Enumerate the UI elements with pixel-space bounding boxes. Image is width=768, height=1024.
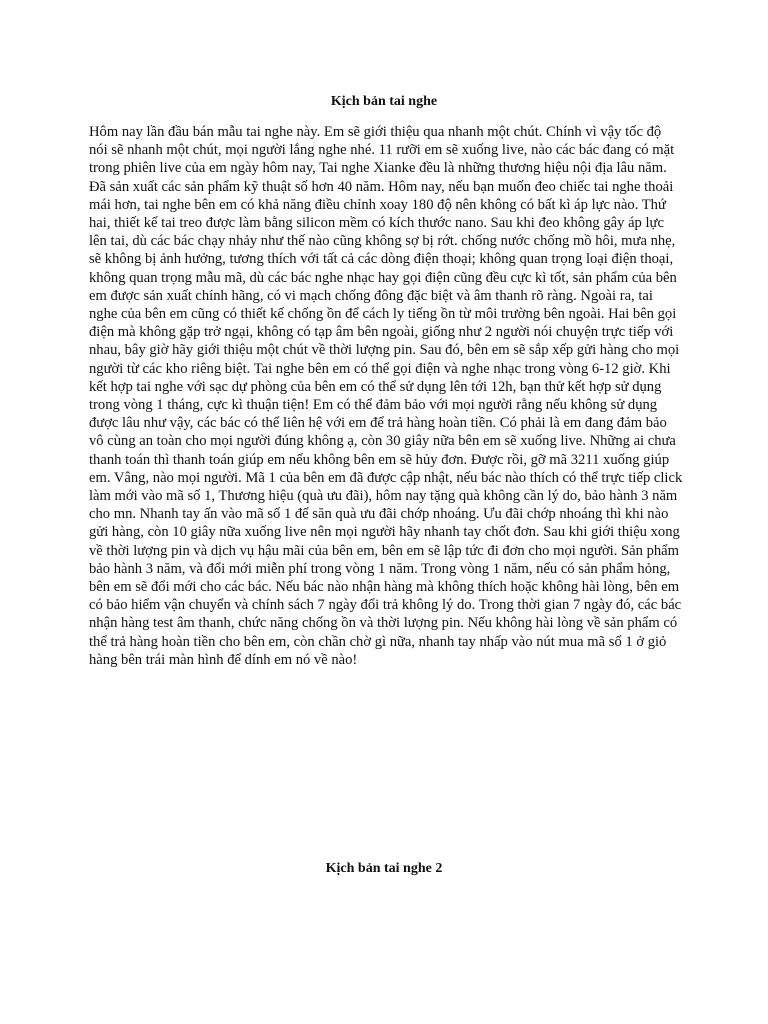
script-title-2: Kịch bản tai nghe 2 xyxy=(325,861,443,876)
script-body-1: Hôm nay lần đầu bán mẫu tai nghe này. Em sẽ giới thiệu qua nhanh một chút. Chính vì vậy tốc độ nói sẽ nhanh một chút, mọi người lắng nghe nhé. 11 rưỡi em sẽ xuống live, nào các bác đang có mặt trong phiên live của em ngày hôm nay, Tai nghe Xianke đều là những thương hiệu nội địa lâu năm. Đã sản xuất các sản phẩm kỹ thuật số hơn 40 năm. Hôm nay, nếu bạn muốn đeo chiếc tai nghe thoải mái hơn, tai nghe bên em có khả năng điều chỉnh xoay 180 độ nên không có bất kì áp lực nào. Thứ hai, thiết kế tai treo được làm bằng silicon mềm có kích thước nano. Sau khi đeo không gây áp lực lên tai, dù các bác chạy nhảy như thế nào cũng không sợ bị rớt. chống nước chống mồ hôi, mưa nhẹ, sẽ không bị ảnh hưởng, tương thích với tất cả các dòng điện thoại; không quan trọng loại điện thoại, không quan trọng mẫu mã, dù các bác nghe nhạc hay gọi điện cũng đều cực kì tốt, sản phẩm của bên em được sản xuất chính hãng, có vi mạch chống đông đặc biệt và âm thanh rõ ràng. Ngoài ra, tai nghe của bên em cũng có thiết kế chống ồn để cách ly tiếng ồn từ môi trường bên ngoài. Hai bên gọi điện mà không gặp trở ngại, không có tạp âm bên ngoài, giống như 2 người nói chuyện trực tiếp với nhau, bây giờ hãy giới thiệu một chút về thời lượng pin. Sau đó, bên em sẽ sắp xếp gửi hàng cho mọi người từ các kho riêng biệt. Tai nghe bên em có thể gọi điện và nghe nhạc trong vòng 6-12 giờ. Khi kết hợp tai nghe với sạc dự phòng của bên em có thể sử dụng lên tới 12h, bạn thử kết hợp sử dụng trong vòng 1 tháng, cực kì thuận tiện! Em có thể đảm bảo với mọi người rằng nếu không sử dụng được lâu như vậy, các bác có thể liên hệ với em để trả hàng hoàn tiền. Có phải là em đang đảm bảo vô cùng an toàn cho mọi người đúng không ạ, còn 30 giây nữa bên em sẽ xuống live. Những ai chưa thanh toán thì thanh toán giúp em nếu không bên em sẽ hủy đơn. Được rồi, gỡ mã 3211 xuống giúp em. Vâng, nào mọi người. Mã 1 của bên em đã được cập nhật, nếu bác nào thích có thể trực tiếp click làm mới vào mã số 1, Thương hiệu (quà ưu đãi), hôm nay tặng quà không cần lý do, bảo hành 3 năm cho mn. Nhanh tay ấn vào mã số 1 để săn quà ưu đãi chớp nhoáng. Ưu đãi chớp nhoáng thì khi nào gửi hàng, còn 10 giây nữa xuống live nên mọi người hãy nhanh tay chốt đơn. Sau khi giới thiệu xong về thời lượng pin và dịch vụ hậu mãi của bên em, bên em sẽ lập tức đi đơn cho mọi người. Sản phẩm bảo hành 3 năm, và đổi mới miễn phí trong vòng 1 năm. Trong vòng 1 năm, nếu có sản phẩm hỏng, bên em sẽ đổi mới cho các bác. Nếu bác nào nhận hàng mà không thích hoặc không hài lòng, bên em có bảo hiểm vận chuyển và chính sách 7 ngày đổi trả không lý do. Trong thời gian 7 ngày đó, các bác nhận hàng test âm thanh, chức năng chống ồn và thời lượng pin. Nếu không hài lòng về sản phẩm có thể trả hàng hoàn tiền cho bên em, còn chần chờ gì nữa, nhanh tay nhấp vào nút mua mã số 1 ở giỏ hàng bên trái màn hình để dính em nó về nào! xyxy=(89,124,683,668)
script-title-1: Kịch bản tai nghe xyxy=(330,94,438,109)
